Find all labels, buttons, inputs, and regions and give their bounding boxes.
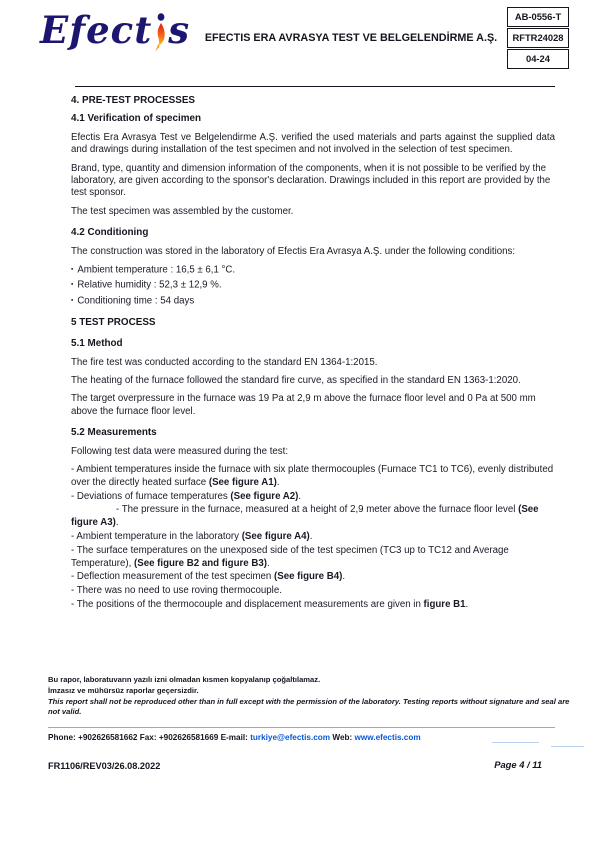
paragraph-verification-2: Brand, type, quantity and dimension information of the components, when it is not possible to be verified by the laboratory, are given according to the sponsor's declaration. Drawings included in this report are provided by the test sponsor. xyxy=(71,162,551,199)
website-link[interactable]: www.efectis.com xyxy=(354,732,421,742)
logo-word-end: s xyxy=(168,8,191,52)
bullet-icon: ▪ xyxy=(71,266,74,274)
header-divider xyxy=(75,86,555,87)
section-4-1-title: 4.1 Verification of specimen xyxy=(71,113,202,125)
section-5-2-title: 5.2 Measurements xyxy=(71,427,157,439)
report-body xyxy=(71,93,555,613)
measurement-item: - The pressure in the furnace, measured at a height of 2,9 meter above the furnace floor level (See figure A3). xyxy=(71,504,539,529)
paragraph-method-2: The heating of the furnace followed the standard fire curve, as specified in the standard EN 1363-1:2020. xyxy=(71,375,521,386)
fax-label: Fax: xyxy=(139,732,157,742)
hyperlink-underline-segment xyxy=(492,742,539,743)
contact-line xyxy=(48,733,570,742)
section-5-title: 5 TEST PROCESS xyxy=(71,316,156,328)
email-label: E-mail: xyxy=(220,732,248,742)
footer-note-turkish-2: İmzasız ve mühürsüz raporlar geçersizdir. xyxy=(48,685,199,695)
measurement-item: - Ambient temperature in the laboratory (See figure A4). xyxy=(71,531,313,543)
document-reference: FR1106/REV03/26.08.2022 xyxy=(48,761,161,771)
logo-word-start: Efect xyxy=(40,8,153,52)
reference-code-table xyxy=(507,7,569,70)
footer-divider xyxy=(48,727,555,728)
measurement-item: - There was no need to use roving thermocouple. xyxy=(71,585,282,597)
bullet-item-conditioning-time: ▪ Conditioning time : 54 days xyxy=(71,295,195,307)
bullet-icon: ▪ xyxy=(71,281,74,289)
bullet-icon: ▪ xyxy=(71,296,74,304)
paragraph-verification-1: Efectis Era Avrasya Test ve Belgelendirme A.Ş. verified the used materials and parts against the supplied data and drawings during installation of the test specimen and not involved in the selection of test specimen. xyxy=(71,131,555,156)
conditioning-list xyxy=(71,264,555,308)
section-5-1-title: 5.1 Method xyxy=(71,338,123,350)
bullet-item-ambient-temperature: ▪ Ambient temperature : 16,5 ± 6,1 °C. xyxy=(71,264,236,276)
measurement-item: - Ambient temperatures inside the furnace with six plate thermocouples (Furnace TC1 to TC6), evenly distributed over the directly heated surface (See figure A1). xyxy=(71,464,554,488)
paragraph-conditioning: The construction was stored in the laboratory of Efectis Era Avrasya A.Ş. under the following conditions: xyxy=(71,245,516,257)
email-link[interactable]: turkiye@efectis.com xyxy=(250,732,331,742)
measurement-item: - Deviations of furnace temperatures (See figure A2). xyxy=(71,490,302,502)
page-number: Page 4 / 11 xyxy=(494,759,542,770)
ref-code-date: 04-24 xyxy=(507,49,569,69)
measurement-item: - The positions of the thermocouple and displacement measurements are given in figure B1. xyxy=(71,599,469,610)
ref-code-report-number: RFTR24028 xyxy=(507,28,569,48)
paragraph-measurements-intro: Following test data were measured during the test: xyxy=(71,445,289,457)
fax-number: +902626581669 xyxy=(158,732,219,742)
ref-code-accreditation: AB-0556-T xyxy=(507,7,569,27)
web-label: Web: xyxy=(332,732,353,742)
footer-note-turkish-1: Bu rapor, laboratuvarın yazılı izni olmadan kısmen kopyalanıp çoğaltılamaz. xyxy=(48,675,321,684)
bullet-item-relative-humidity: ▪ Relative humidity : 52,3 ± 12,9 %. xyxy=(71,279,222,291)
hyperlink-underline-segment xyxy=(551,746,584,747)
section-4-title: 4. PRE-TEST PROCESSES xyxy=(71,95,196,106)
phone-number: +902626581662 xyxy=(78,732,138,742)
footer-note-english: This report shall not be reproduced other than in full except with the permission of the laboratory. Testing reports without signature and seal are not valid. xyxy=(48,697,570,717)
measurement-item: - Deflection measurement of the test specimen (See figure B4). xyxy=(71,571,346,583)
section-4-2-title: 4.2 Conditioning xyxy=(71,227,149,239)
company-title: EFECTIS ERA AVRASYA TEST VE BELGELENDİRME A.Ş. xyxy=(204,32,498,44)
paragraph-method-1: The fire test was conducted according to the standard EN 1364-1:2015. xyxy=(71,356,378,368)
measurement-item: - The surface temperatures on the unexposed side of the test specimen (TC3 up to TC12 and Average Temperature), (See figure B2 and figure B3). xyxy=(71,544,509,569)
efectis-logo xyxy=(40,8,190,68)
flame-icon xyxy=(153,13,167,53)
phone-label: Phone: xyxy=(48,732,76,742)
paragraph-method-3: The target overpressure in the furnace was 19 Pa at 2,9 m above the furnace floor level and 0 Pa at 500 mm above the furnace floor level. xyxy=(71,393,536,417)
paragraph-verification-3: The test specimen was assembled by the customer. xyxy=(71,205,294,217)
report-footer xyxy=(48,675,570,742)
